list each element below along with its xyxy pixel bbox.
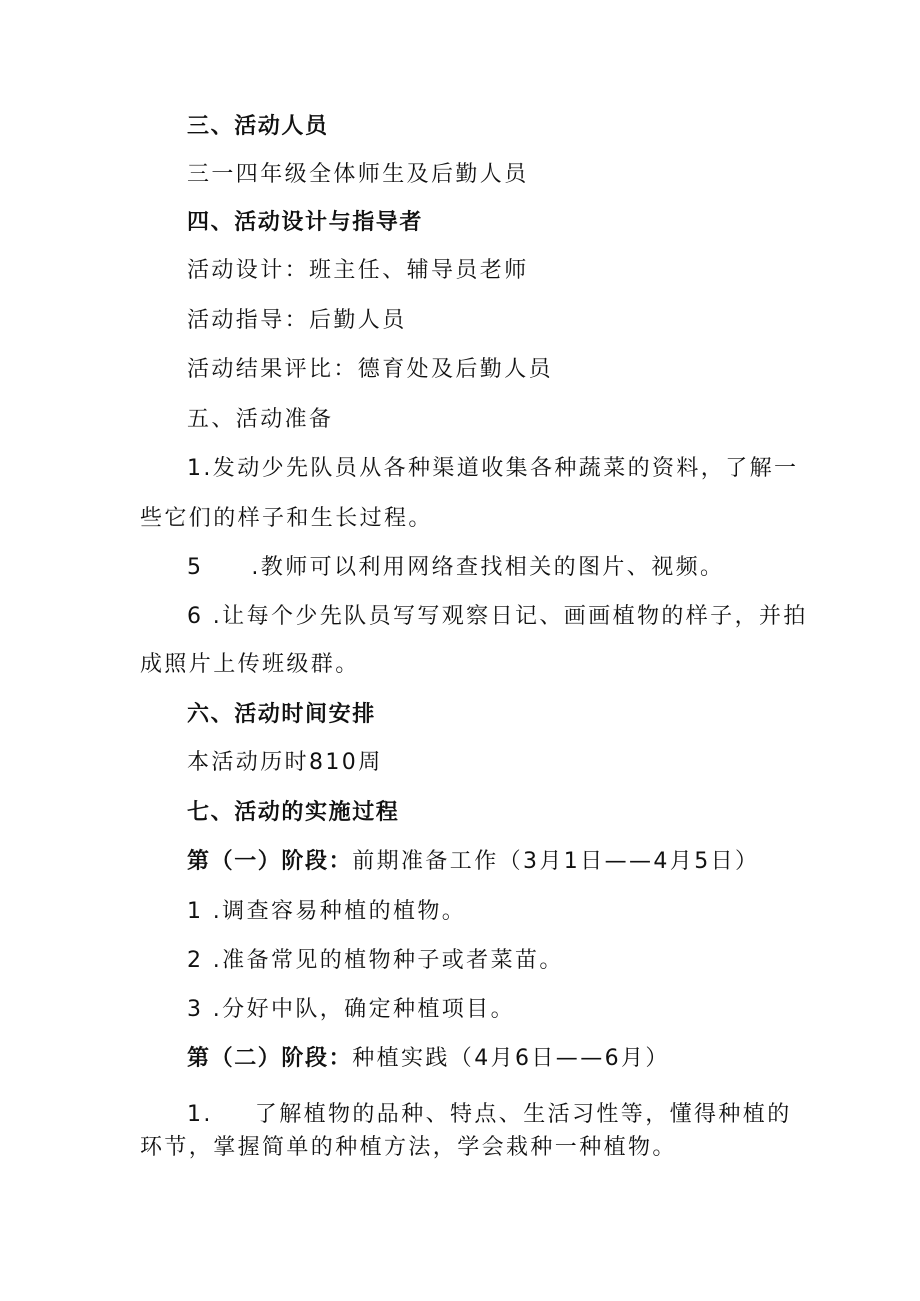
stage-1-item-3: 3 .分好中队，确定种植项目。 [187, 997, 515, 1022]
stage-1-item-1: 1 .调查容易种植的植物。 [187, 899, 467, 924]
section-4-heading: 四、活动设计与指导者 [187, 210, 424, 235]
stage-2-label: 第（二）阶段： [187, 1046, 353, 1071]
stage-1-title: 前期准备工作（3月1日——4月5日） [352, 849, 760, 874]
stage-2-title: 种植实践（4月6日——6月） [352, 1046, 670, 1071]
activity-design-line: 活动设计：班主任、辅导员老师 [187, 258, 529, 283]
prep-item-2-text: .教师可以利用网络查找相关的图片、视频。 [251, 555, 725, 580]
prep-item-3-line-2: 成照片上传班级群。 [140, 652, 360, 677]
section-5-heading: 五、活动准备 [187, 407, 334, 432]
stage-2-item-1-number: 1. [187, 1102, 213, 1127]
prep-item-3-line-1: 6 .让每个少先队员写写观察日记、画画植物的样子，并拍 [187, 604, 808, 629]
prep-item-1-line-2: 些它们的样子和生长过程。 [140, 506, 433, 531]
section-3-heading: 三、活动人员 [187, 114, 329, 139]
stage-2-item-1-line-2: 环节，掌握简单的种植方法，学会栽种一种植物。 [140, 1135, 677, 1160]
stage-2-line [187, 1044, 670, 1074]
section-7-heading: 七、活动的实施过程 [187, 800, 400, 825]
prep-item-1-line-1: 1.发动少先队员从各种渠道收集各种蔬菜的资料，了解一 [187, 456, 799, 481]
prep-item-2 [187, 553, 724, 583]
section-3-body: 三一四年级全体师生及后勤人员 [187, 162, 529, 187]
stage-2-item-1-text: 了解植物的品种、特点、生活习性等，懂得种植的 [254, 1102, 792, 1127]
stage-1-line [187, 847, 759, 877]
stage-1-item-2: 2 .准备常见的植物种子或者菜苗。 [187, 948, 564, 973]
stage-1-label: 第（一）阶段： [187, 849, 353, 874]
section-6-body: 本活动历时810周 [187, 750, 383, 775]
activity-evaluation-line: 活动结果评比：德育处及后勤人员 [187, 357, 554, 382]
stage-2-item-1-line-1 [187, 1100, 792, 1130]
section-6-heading: 六、活动时间安排 [187, 702, 376, 727]
prep-item-2-number: 5 [187, 555, 204, 580]
activity-guidance-line: 活动指导：后勤人员 [187, 308, 407, 333]
